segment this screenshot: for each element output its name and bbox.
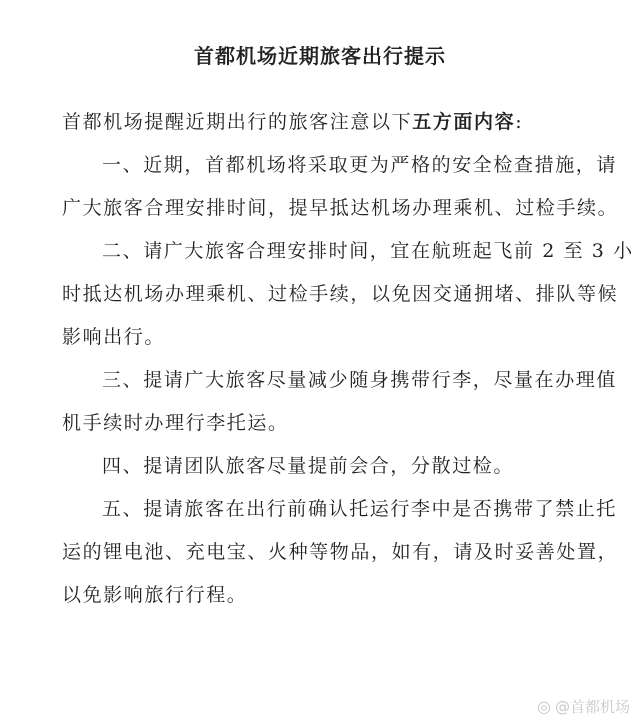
intro-colon: :: [515, 111, 524, 133]
text-line: 广大旅客合理安排时间，提早抵达机场办理乘机、过检手续。: [62, 197, 619, 219]
weibo-icon: ◎: [537, 697, 551, 716]
text-line: 时抵达机场办理乘机、过检手续，以免因交通拥堵、排队等候: [62, 283, 619, 305]
text-line: 机手续时办理行李托运。: [62, 412, 289, 434]
text-line: 一、近期，首都机场将采取更为严格的安全检查措施，请: [102, 154, 618, 176]
text-line: 二、请广大旅客合理安排时间，宜在航班起飞前 2 至 3 小: [102, 240, 634, 262]
intro-line: [62, 104, 602, 147]
document-title: 首都机场近期旅客出行提示: [194, 44, 446, 68]
document-body: [62, 104, 634, 620]
intro-bold-text: 五方面内容: [412, 111, 516, 133]
text-line: 五、提请旅客在出行前确认托运行李中是否携带了禁止托: [102, 498, 618, 520]
watermark-text: @首都机场: [554, 698, 630, 716]
text-line: 四、提请团队旅客尽量提前会合，分散过检。: [102, 455, 515, 477]
text-line: 三、提请广大旅客尽量减少随身携带行李，尽量在办理值: [102, 369, 618, 391]
text-line: 影响出行。: [62, 326, 166, 348]
text-line: 运的锂电池、充电宝、火种等物品，如有，请及时妥善处置，: [62, 541, 619, 563]
weibo-watermark: [537, 696, 630, 717]
intro-text: 首都机场提醒近期出行的旅客注意以下: [62, 111, 413, 133]
text-line: 以免影响旅行行程。: [62, 584, 248, 606]
